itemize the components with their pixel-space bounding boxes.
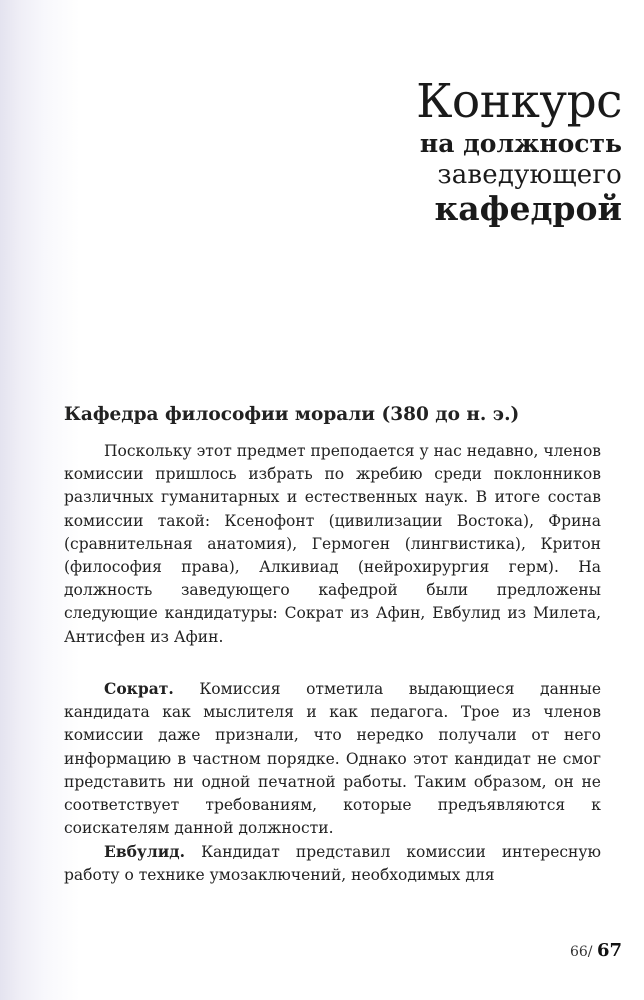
- title-line-4: кафедрой: [434, 189, 622, 228]
- page-number-right: 67: [596, 940, 622, 961]
- page-number: [570, 940, 622, 961]
- paragraph-text: Кандидат представил комиссии интересную работу о технике умозаключений, необходимых для: [64, 843, 601, 885]
- paragraph-eubulides: [64, 840, 601, 887]
- title-line-3: заведующего: [437, 160, 622, 190]
- paragraph-lead: Сократ.: [104, 679, 174, 698]
- section-heading: Кафедра философии морали (380 до н. э.): [64, 404, 520, 425]
- paragraph-socrates: [64, 677, 601, 840]
- title-line-2: на должность: [419, 129, 622, 158]
- title-line-1: Конкурс: [416, 74, 622, 129]
- paragraph-intro: [64, 440, 601, 649]
- page-number-left: 66/: [569, 944, 593, 960]
- paragraph-text: Поскольку этот предмет преподается у нас недавно, членов комиссии пришлось избрать по жребию среди поклонников различных гуманитарных и естественных наук. В итоге состав комиссии такой: Ксенофонт (цивилизации Востока), Фрина (сравнительная анатомия), Гермоген (лингвистика), Критон (философия права), Алкивиад (нейрохирургия герм). На должность заведующего кафедрой были предложены следующие кандидатуры: Сократ из Афин, Евбулид из Милета, Антисфен из Афин.: [64, 442, 601, 646]
- chapter-title: [416, 74, 622, 228]
- paragraph-text: Комиссия отметила выдающиеся данные кандидата как мыслителя и как педагога. Трое из членов комиссии даже признали, что нередко получали от него информацию в частном порядке. Однако этот кандидат не смог представить ни одной печатной работы. Таким образом, он не соответствует требованиям, которые предъявляются к соискателям данной должности.: [64, 680, 601, 838]
- paragraph-lead: Евбулид.: [104, 842, 185, 861]
